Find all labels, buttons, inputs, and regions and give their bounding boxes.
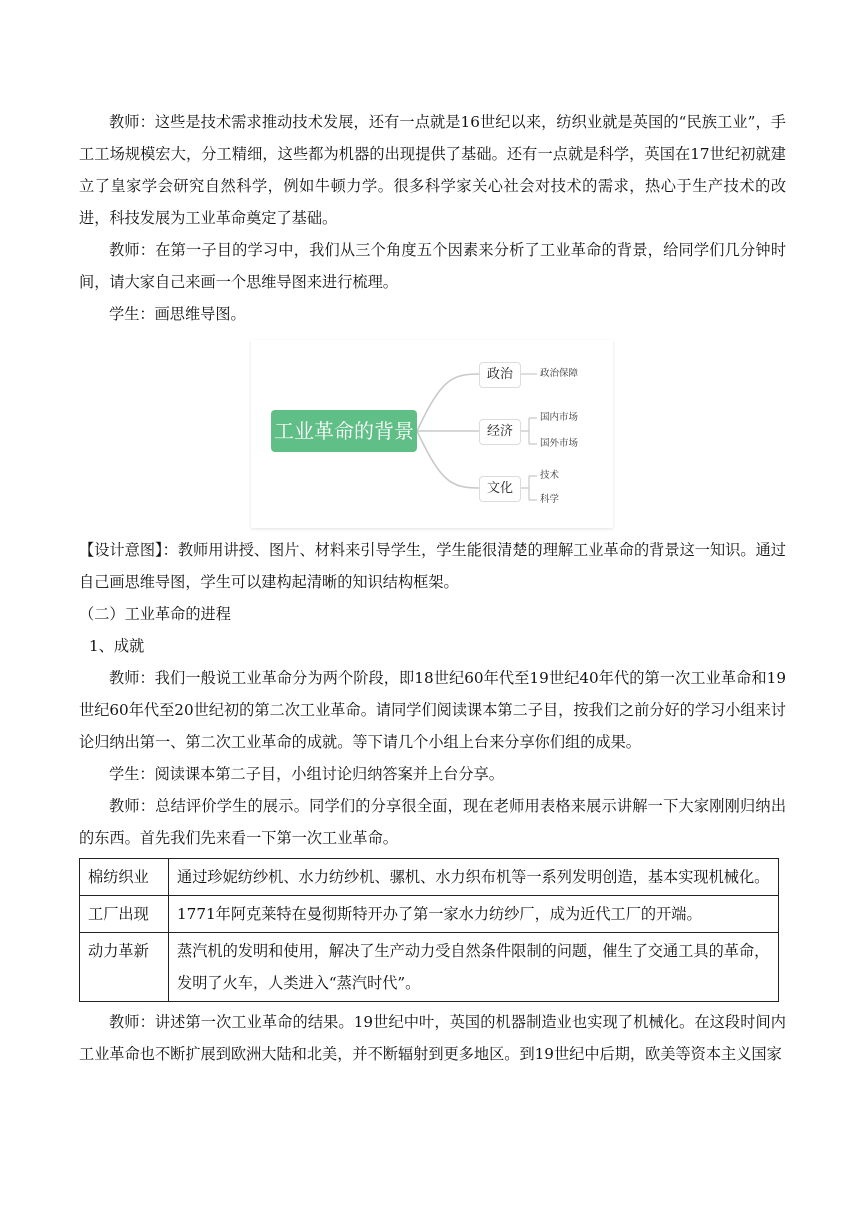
mind-map-leaf: 国内市场 <box>540 412 579 423</box>
design-intent: 【设计意图】：教师用讲授、图片、材料来引导学生，学生能很清楚的理解工业革命的背景这一知识。通过自己画思维导图，学生可以建构起清晰的知识结构框架。 <box>79 541 786 591</box>
paragraph: 教师：我们一般说工业革命分为两个阶段，即18世纪60年代至19世纪40年代的第一次工业革命和19世纪60年代至20世纪初的第二次工业革命。请同学们阅读课本第二子目，按我们之前分好的学习小组来讨论归纳出第一、第二次工业革命的成就。等下请几个小组上台来分享你们组的成果。 <box>79 669 786 751</box>
table-cell-key: 动力革新 <box>80 933 169 1002</box>
paragraph: 教师：在第一子目的学习中，我们从三个角度五个因素来分析了工业革命的背景，给同学们几分钟时间，请大家自己来画一个思维导图来进行梳理。 <box>79 241 786 291</box>
mind-map-leaf: 科学 <box>540 494 560 505</box>
paragraph: 教师：讲述第一次工业革命的结果。19世纪中叶，英国的机器制造业也实现了机械化。在这段时间内工业革命也不断扩展到欧洲大陆和北美，并不断辐射到更多地区。到19世纪中后期，欧美等资本主义国家 <box>79 1013 786 1063</box>
table-cell-key: 工厂出现 <box>80 896 169 933</box>
paragraph: 教师：这些是技术需求推动技术发展，还有一点就是16世纪以来，纺织业就是英国的“民族工业”，手工工场规模宏大，分工精细，这些都为机器的出现提供了基础。还有一点就是科学，英国在17世纪初就建立了皇家学会研究自然科学，例如牛顿力学。很多科学家关心社会对技术的需求，热心于生产技术的改进，科技发展为工业革命奠定了基础。 <box>79 113 786 227</box>
table-cell-value: 通过珍妮纺纱机、水力纺纱机、骡机、水力织布机等一系列发明创造，基本实现机械化。 <box>169 859 779 896</box>
mind-map-node-politics: 政治 <box>479 362 521 388</box>
mind-map-root-node: 工业革命的背景 <box>271 410 417 452</box>
mind-map-figure <box>251 340 613 528</box>
table-cell-value: 1771年阿克莱特在曼彻斯特开办了第一家水力纺纱厂，成为近代工厂的开端。 <box>169 896 779 933</box>
sub-heading: 1、成就 <box>89 637 145 655</box>
section-heading: （二）工业革命的进程 <box>79 605 231 623</box>
table-cell-key: 棉纺织业 <box>80 859 169 896</box>
mind-map-leaf: 技术 <box>540 470 560 481</box>
table-row <box>80 859 779 896</box>
document-page <box>79 106 786 1070</box>
table-row <box>80 933 779 1002</box>
mind-map-node-culture: 文化 <box>479 476 521 502</box>
paragraph: 学生：画思维导图。 <box>109 305 246 323</box>
paragraph: 学生：阅读课本第二子目，小组讨论归纳答案并上台分享。 <box>109 765 504 783</box>
mind-map-leaf: 国外市场 <box>540 438 579 449</box>
mind-map-leaf: 政治保障 <box>540 368 579 379</box>
table-cell-value: 蒸汽机的发明和使用，解决了生产动力受自然条件限制的问题，催生了交通工具的革命，发明了火车，人类进入“蒸汽时代”。 <box>169 933 779 1002</box>
achievements-table <box>79 858 779 1002</box>
paragraph: 教师：总结评价学生的展示。同学们的分享很全面，现在老师用表格来展示讲解一下大家刚刚归纳出的东西。首先我们先来看一下第一次工业革命。 <box>79 797 786 847</box>
mind-map-node-economy: 经济 <box>479 419 521 445</box>
table-row <box>80 896 779 933</box>
